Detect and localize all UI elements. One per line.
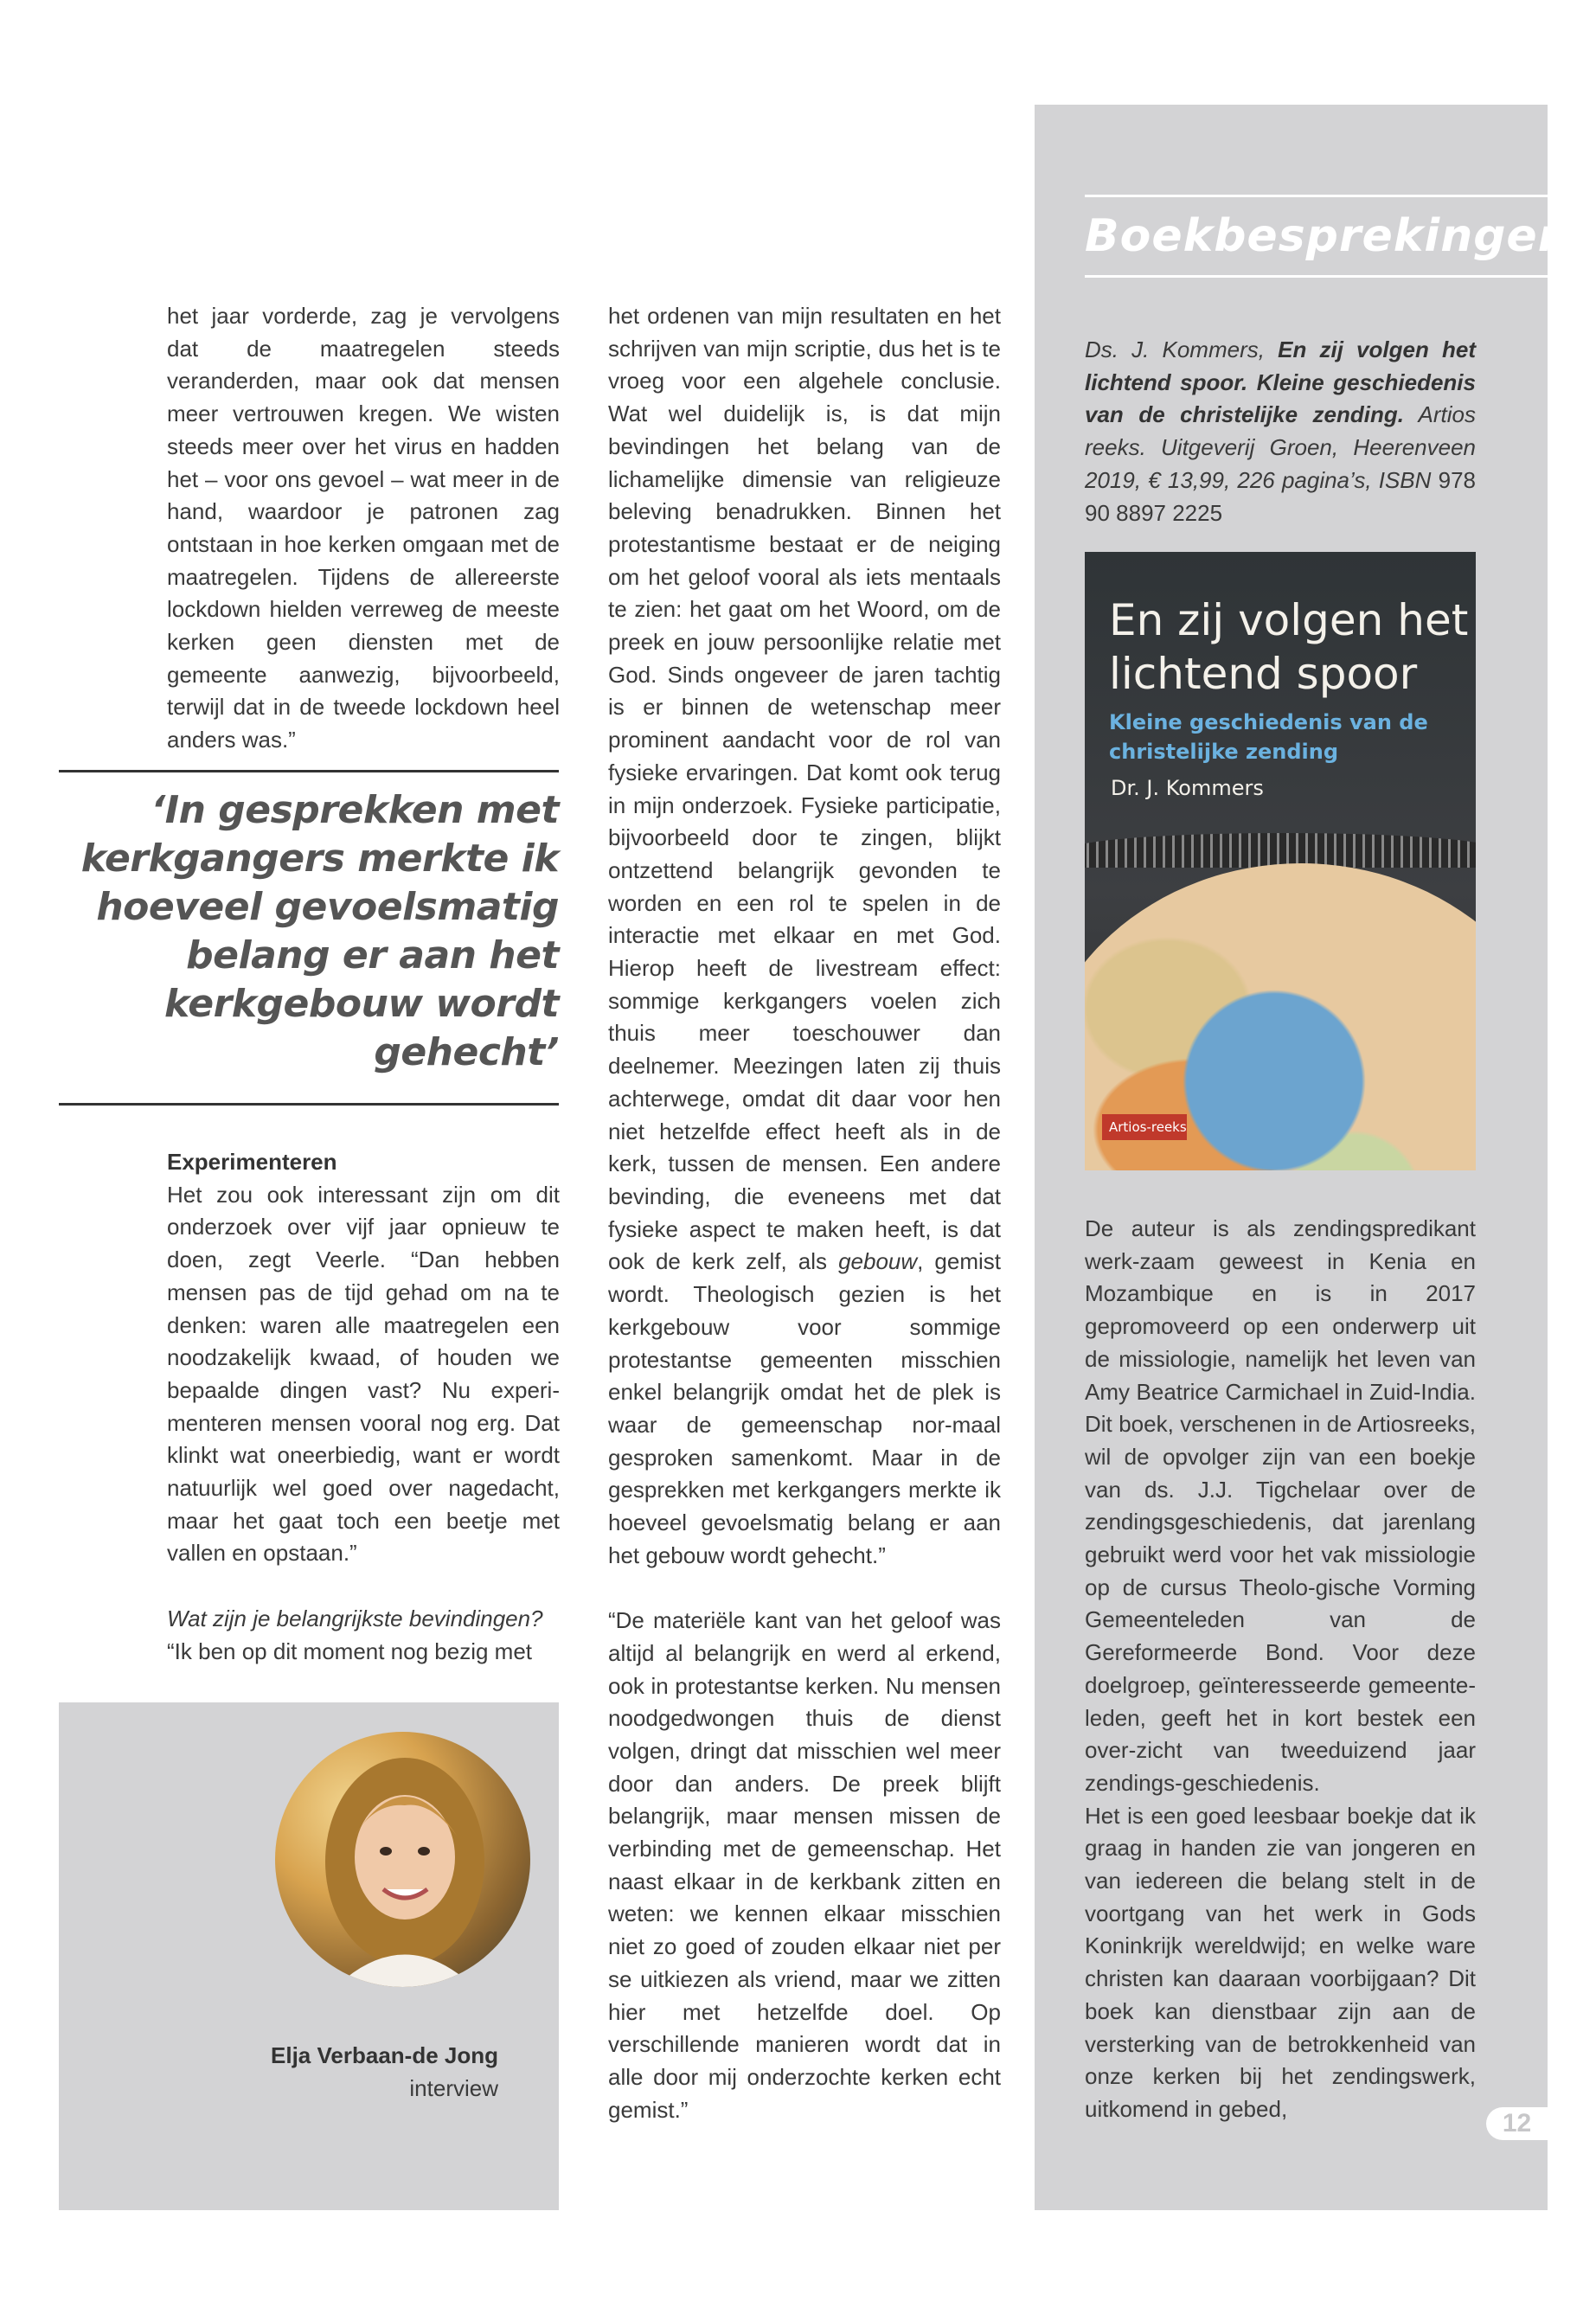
book-cover-image <box>1085 552 1476 1170</box>
section-rule <box>1085 195 1548 197</box>
review-paragraph: Het is een goed leesbaar boekje dat ik graag in handen zie van jongeren en van iedereen die belang stelt in de voortgang van het werk in Gods Koninkrijk wereldwijd; en welke ware christen kan daaraan voorbijgaan? Dit boek kan dienstbaar zijn aan de versterking van de betrokkenheid van onze kerken bij het zendingswerk, uitkomend in gebed, <box>1085 1802 1476 2122</box>
cover-author: Dr. J. Kommers <box>1111 776 1264 800</box>
book-reference <box>1085 334 1476 529</box>
book-details: Artios reeks. Uitgeverij Groen, Heerenveen 2019, € 13,99, 226 pagina’s, ISBN <box>1085 401 1476 493</box>
globe-ring <box>1085 833 1476 868</box>
column-1-bottom <box>167 1146 560 1668</box>
italic-word: gebouw <box>838 1248 918 1275</box>
section-rule <box>1085 275 1548 278</box>
portrait-illustration <box>275 1732 530 1987</box>
author-name: Elja Verbaan-de Jong <box>271 2042 498 2068</box>
text-run: , gemist wordt. Theologisch gezien is het kerkgebouw voor sommige protestantse gemeenten misschien enkel belangrijk omdat het de plek is waar de gemeenschap nor-maal gesproken samenkomt. Maar in de gesprekken met kerkgangers merkte ik hoeveel gevoelsmatig belang er aan het gebouw wordt gehecht.” <box>608 1248 1001 1568</box>
body-paragraph: Het zou ook interessant zijn om dit onderzoek over vijf jaar opnieuw te doen, zegt Veerle. “Dan hebben mensen pas de tijd gehad om na te denken: waren alle maatregelen een noodzakelijk kwaad, of houden we bepaalde dingen vast? Nu experi-menteren mensen vooral nog erg. Dat klinkt wat oneerbiedig, want er wordt natuurlijk wel goed over nagedacht, maar het gaat toch een beetje met vallen en opstaan.” <box>167 1181 560 1567</box>
body-paragraph: het jaar vorderde, zag je vervolgens dat de maatregelen steeds veranderden, maar ook dat mensen meer vertrouwen kregen. We wisten steeds meer over het virus en hadden het – voor ons gevoel – wat meer in de hand, waardoor je patronen zag ontstaan in hoe kerken omgaan met de maatregelen. Tijdens de allereerste lockdown hielden verreweg de meeste kerken geen diensten met de gemeente aanwezig, bijvoorbeeld, terwijl dat in de tweede lockdown heel anders was.” <box>167 303 560 753</box>
body-paragraph: “De materiële kant van het geloof was altijd al belangrijk en werd al erkend, ook in protestantse kerken. Nu mensen noodgedwongen thuis de dienst volgen, dringt dat misschien wel meer door dan anders. De preek blijft belangrijk, maar mensen missen de verbinding met de gemeenschap. Het naast elkaar in de kerkbank zitten en weten: we kennen elkaar misschien niet zo goed of zouden elkaar niet per se uitkiezen als vriend, maar we zitten hier met hetzelfde doel. Op verschillende manieren wordt dat in alle door mij onderzochte kerken echt gemist.” <box>608 1607 1001 2123</box>
author-role: interview <box>409 2075 498 2101</box>
book-title: En zij volgen het lichtend spoor. Kleine geschiedenis van de christelijke zending. <box>1085 336 1476 428</box>
cover-title: En zij volgen het lichtend spoor <box>1109 595 1469 699</box>
review-paragraph: De auteur is als zendingspredikant werk-zaam geweest in Kenia en Mozambique en is in 2017 gepromoveerd op een onderwerp uit de missiologie, namelijk het leven van Amy Beatrice Carmichael in Zuid-India. Dit boek, verschenen in de Artiosreeks, wil de opvolger zijn van een boekje van ds. J.J. Tigchelaar over de zendingsgeschiedenis, dat jarenlang gebruikt werd voor het vak missiologie op de cursus Theolo-gische Vorming Gemeenteleden van de Gereformeerde Bond. Voor deze doelgroep, geïnteresseerde gemeente-leden, geeft het in kort bestek een over-zicht van tweeduizend jaar zendings-geschiedenis. <box>1085 1215 1476 1796</box>
review-text <box>1085 1213 1476 2126</box>
body-paragraph <box>608 300 1001 1572</box>
section-title: Boekbesprekingen <box>1085 210 1571 262</box>
interview-question: Wat zijn je belangrijkste bevindingen? <box>167 1605 543 1631</box>
column-1-top <box>167 300 560 757</box>
pull-quote <box>59 770 559 1106</box>
section-heading: Experimenteren <box>167 1149 337 1175</box>
book-author: Ds. J. Kommers, <box>1085 336 1279 362</box>
body-paragraph: “Ik ben op dit moment nog bezig met <box>167 1638 533 1664</box>
column-2 <box>608 300 1001 2126</box>
author-portrait <box>275 1732 530 1987</box>
text-run: het ordenen van mijn resultaten en het schrijven van mijn scriptie, dus het is te vroeg voor een algehele conclusie. Wat wel duidelijk is, is dat mijn bevindingen het belang van de lichamelijke dimensie van religieuze beleving benadrukken. Binnen het protestantisme bestaat er de neiging om het geloof vooral als iets mentaals te zien: het gaat om het Woord, om de preek en jouw persoonlijke relatie met God. Sinds ongeveer de jaren tachtig is er binnen de wetenschap meer prominent aandacht voor de rol van fysieke ervaringen. Dat komt ook terug in mijn onderzoek. Fysieke participatie, bijvoorbeeld door te zingen, blijkt ontzettend belangrijk gevonden te worden en een rol te spelen in de interactie met elkaar en met God. Hierop heeft de livestream effect: sommige kerkgangers voelen zich thuis meer toeschouwer dan deelnemer. Meezingen laten zij thuis achterwege, omdat dit daar voor hen niet hetzelfde effect heeft als in de kerk, tussen de mensen. Een andere bevinding, die eveneens met dat fysieke aspect te maken heeft, is dat ook de kerk zelf, als <box>608 303 1001 1275</box>
cover-series-badge: Artios-reeks <box>1102 1114 1187 1140</box>
book-isbn: 978 90 8897 2225 <box>1085 466 1476 526</box>
page-number: 12 <box>1486 2107 1548 2140</box>
cover-subtitle: Kleine geschiedenis van de christelijke zending <box>1109 710 1428 764</box>
pull-quote-text: ‘In gesprekken met kerkgangers merkte ik hoeveel gevoelsmatig belang er aan het kerkgebouw wordt gehecht’ <box>80 788 559 1074</box>
